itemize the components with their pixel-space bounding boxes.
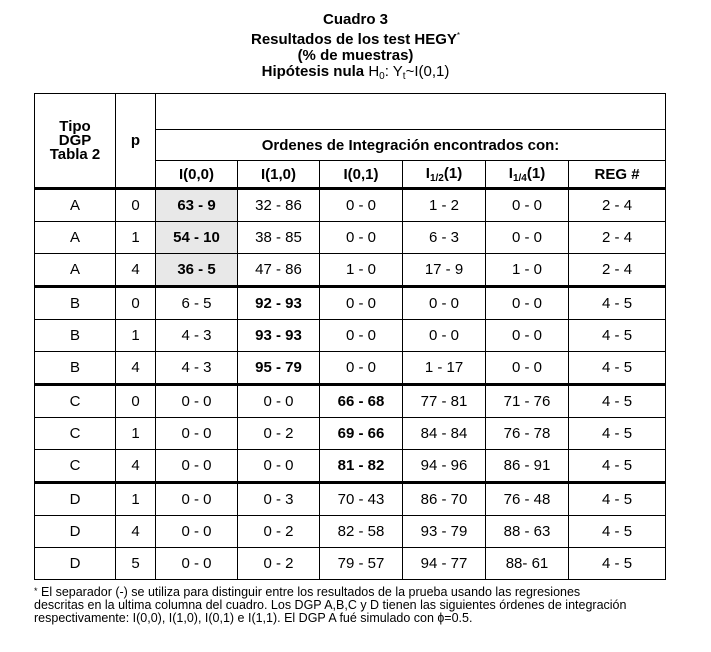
table-row <box>35 548 666 580</box>
result-cell: 77 - 81 <box>403 385 486 418</box>
column-header-label: REG # <box>594 165 640 183</box>
result-cell: 88 - 63 <box>486 516 569 548</box>
header-dgp-line1: Tipo <box>59 117 91 135</box>
result-cell: 69 - 66 <box>320 418 403 450</box>
footnote <box>34 585 674 625</box>
result-cell: 4 - 3 <box>156 352 238 385</box>
result-cell: 4 - 5 <box>569 516 666 548</box>
table-row <box>35 287 666 320</box>
result-cell: 1 - 0 <box>486 254 569 287</box>
column-header <box>569 161 666 189</box>
result-cell: 88- 61 <box>486 548 569 580</box>
null-y-sub: t <box>402 71 406 82</box>
null-hypothesis-label: Hipótesis nula <box>261 63 369 80</box>
dgp-cell: B <box>35 320 116 352</box>
dgp-cell: D <box>35 516 116 548</box>
column-header-label: I <box>425 164 430 182</box>
p-cell: 1 <box>116 320 156 352</box>
dgp-cell: C <box>35 418 116 450</box>
result-cell: 0 - 0 <box>320 320 403 352</box>
result-cell: 79 - 57 <box>320 548 403 580</box>
result-cell: 0 - 0 <box>238 450 320 483</box>
result-cell: 0 - 0 <box>156 418 238 450</box>
result-cell: 70 - 43 <box>320 483 403 516</box>
dgp-cell: C <box>35 450 116 483</box>
result-cell: 0 - 2 <box>238 418 320 450</box>
result-cell: 4 - 5 <box>569 450 666 483</box>
table-row <box>35 254 666 287</box>
p-cell: 1 <box>116 222 156 254</box>
result-cell: 4 - 5 <box>569 352 666 385</box>
result-cell: 4 - 5 <box>569 385 666 418</box>
result-cell: 94 - 77 <box>403 548 486 580</box>
null-h: H <box>368 63 380 80</box>
column-header-tail: (1) <box>443 164 463 182</box>
dgp-cell: D <box>35 483 116 516</box>
result-cell: 0 - 0 <box>238 385 320 418</box>
result-cell: 0 - 0 <box>156 516 238 548</box>
result-cell: 32 - 86 <box>238 189 320 222</box>
p-cell: 0 <box>116 287 156 320</box>
result-cell: 54 - 10 <box>156 222 238 254</box>
result-cell: 17 - 9 <box>403 254 486 287</box>
result-cell: 0 - 0 <box>486 352 569 385</box>
column-header <box>238 161 320 189</box>
result-cell: 0 - 0 <box>156 548 238 580</box>
result-cell: 36 - 5 <box>156 254 238 287</box>
title-line-2-text: Resultados de los test HEGY <box>250 31 457 48</box>
column-header-label: I(0,1) <box>343 165 379 183</box>
header-p: p <box>116 94 156 189</box>
p-cell: 0 <box>116 189 156 222</box>
result-cell: 82 - 58 <box>320 516 403 548</box>
null-h-sub: 0 <box>379 71 385 82</box>
result-cell: 4 - 5 <box>569 548 666 580</box>
table-row <box>35 385 666 418</box>
table-row <box>35 222 666 254</box>
result-cell: 0 - 0 <box>486 287 569 320</box>
result-cell: 0 - 3 <box>238 483 320 516</box>
dgp-cell: D <box>35 548 116 580</box>
result-cell: 81 - 82 <box>320 450 403 483</box>
result-cell: 92 - 93 <box>238 287 320 320</box>
result-cell: 6 - 3 <box>403 222 486 254</box>
dgp-cell: B <box>35 287 116 320</box>
p-cell: 1 <box>116 483 156 516</box>
result-cell: 4 - 5 <box>569 483 666 516</box>
result-cell: 2 - 4 <box>569 189 666 222</box>
title-line-3: (% de muestras) <box>297 47 414 64</box>
footnote-text-1: El separador (-) se utiliza para distinguir entre los resultados de la prueba usando las regresiones <box>37 585 581 599</box>
result-cell: 0 - 2 <box>238 516 320 548</box>
column-header-label: I(1,0) <box>260 165 296 183</box>
p-cell: 1 <box>116 418 156 450</box>
table-row <box>35 450 666 483</box>
result-cell: 76 - 78 <box>486 418 569 450</box>
header-dgp-type <box>35 94 116 189</box>
result-cell: 0 - 0 <box>486 189 569 222</box>
p-cell: 4 <box>116 254 156 287</box>
header-span: Ordenes de Integración encontrados con: <box>156 130 666 161</box>
title-line-1: Cuadro 3 <box>322 11 388 28</box>
header-blank <box>156 94 666 130</box>
title-line-4 <box>0 64 711 85</box>
footnote-line-2: descritas en la ultima columna del cuadro. Los DGP A,B,C y D tienen las siguientes órdenes de integración <box>34 598 627 612</box>
result-cell: 63 - 9 <box>156 189 238 222</box>
result-cell: 4 - 3 <box>156 320 238 352</box>
table-row <box>35 418 666 450</box>
result-cell: 0 - 0 <box>156 385 238 418</box>
result-cell: 1 - 0 <box>320 254 403 287</box>
column-header-tail: (1) <box>526 164 546 182</box>
table-row <box>35 320 666 352</box>
table-row <box>35 189 666 222</box>
result-cell: 93 - 79 <box>403 516 486 548</box>
result-cell: 84 - 84 <box>403 418 486 450</box>
result-cell: 76 - 48 <box>486 483 569 516</box>
footnote-line-3: respectivamente: I(0,0), I(1,0), I(0,1) e I(1,1). El DGP A fué simulado con ɸ=0.5. <box>34 611 473 625</box>
result-cell: 0 - 0 <box>486 222 569 254</box>
result-cell: 47 - 86 <box>238 254 320 287</box>
null-y: : Y <box>384 63 403 80</box>
result-cell: 0 - 0 <box>320 287 403 320</box>
result-cell: 94 - 96 <box>403 450 486 483</box>
table-title <box>0 12 711 85</box>
dgp-cell: A <box>35 222 116 254</box>
dgp-cell: A <box>35 254 116 287</box>
footnote-asterisk: * <box>34 586 38 596</box>
column-header-subscript: 1/2 <box>429 172 444 184</box>
result-cell: 6 - 5 <box>156 287 238 320</box>
result-cell: 2 - 4 <box>569 222 666 254</box>
header-dgp-line2: DGP <box>58 131 92 149</box>
p-cell: 0 <box>116 385 156 418</box>
table-row <box>35 483 666 516</box>
result-cell: 0 - 0 <box>320 189 403 222</box>
title-line-2 <box>0 28 711 48</box>
result-cell: 4 - 5 <box>569 320 666 352</box>
result-cell: 0 - 0 <box>156 483 238 516</box>
result-cell: 4 - 5 <box>569 418 666 450</box>
table-row <box>35 352 666 385</box>
result-cell: 1 - 2 <box>403 189 486 222</box>
result-cell: 0 - 0 <box>320 222 403 254</box>
result-cell: 0 - 0 <box>403 320 486 352</box>
result-cell: 2 - 4 <box>569 254 666 287</box>
result-cell: 0 - 0 <box>486 320 569 352</box>
result-cell: 0 - 0 <box>156 450 238 483</box>
result-cell: 95 - 79 <box>238 352 320 385</box>
dgp-cell: C <box>35 385 116 418</box>
result-cell: 4 - 5 <box>569 287 666 320</box>
footnote-line-1 <box>34 585 674 599</box>
column-header <box>486 161 569 189</box>
result-cell: 66 - 68 <box>320 385 403 418</box>
column-header-label: I <box>508 164 513 182</box>
column-header <box>403 161 486 189</box>
table-row <box>35 516 666 548</box>
result-cell: 93 - 93 <box>238 320 320 352</box>
result-cell: 86 - 91 <box>486 450 569 483</box>
null-order: ~I(0,1) <box>405 63 450 80</box>
result-cell: 86 - 70 <box>403 483 486 516</box>
column-header-label: I(0,0) <box>178 165 214 183</box>
p-cell: 4 <box>116 450 156 483</box>
column-header-subscript: 1/4 <box>512 172 527 184</box>
p-cell: 5 <box>116 548 156 580</box>
result-cell: 1 - 17 <box>403 352 486 385</box>
results-table <box>34 93 666 580</box>
result-cell: 0 - 2 <box>238 548 320 580</box>
header-dgp-line3: Tabla 2 <box>49 145 101 163</box>
p-cell: 4 <box>116 352 156 385</box>
p-cell: 4 <box>116 516 156 548</box>
dgp-cell: A <box>35 189 116 222</box>
result-cell: 0 - 0 <box>403 287 486 320</box>
result-cell: 71 - 76 <box>486 385 569 418</box>
title-asterisk: * <box>456 31 460 40</box>
column-header <box>320 161 403 189</box>
dgp-cell: B <box>35 352 116 385</box>
result-cell: 0 - 0 <box>320 352 403 385</box>
column-header <box>156 161 238 189</box>
result-cell: 38 - 85 <box>238 222 320 254</box>
